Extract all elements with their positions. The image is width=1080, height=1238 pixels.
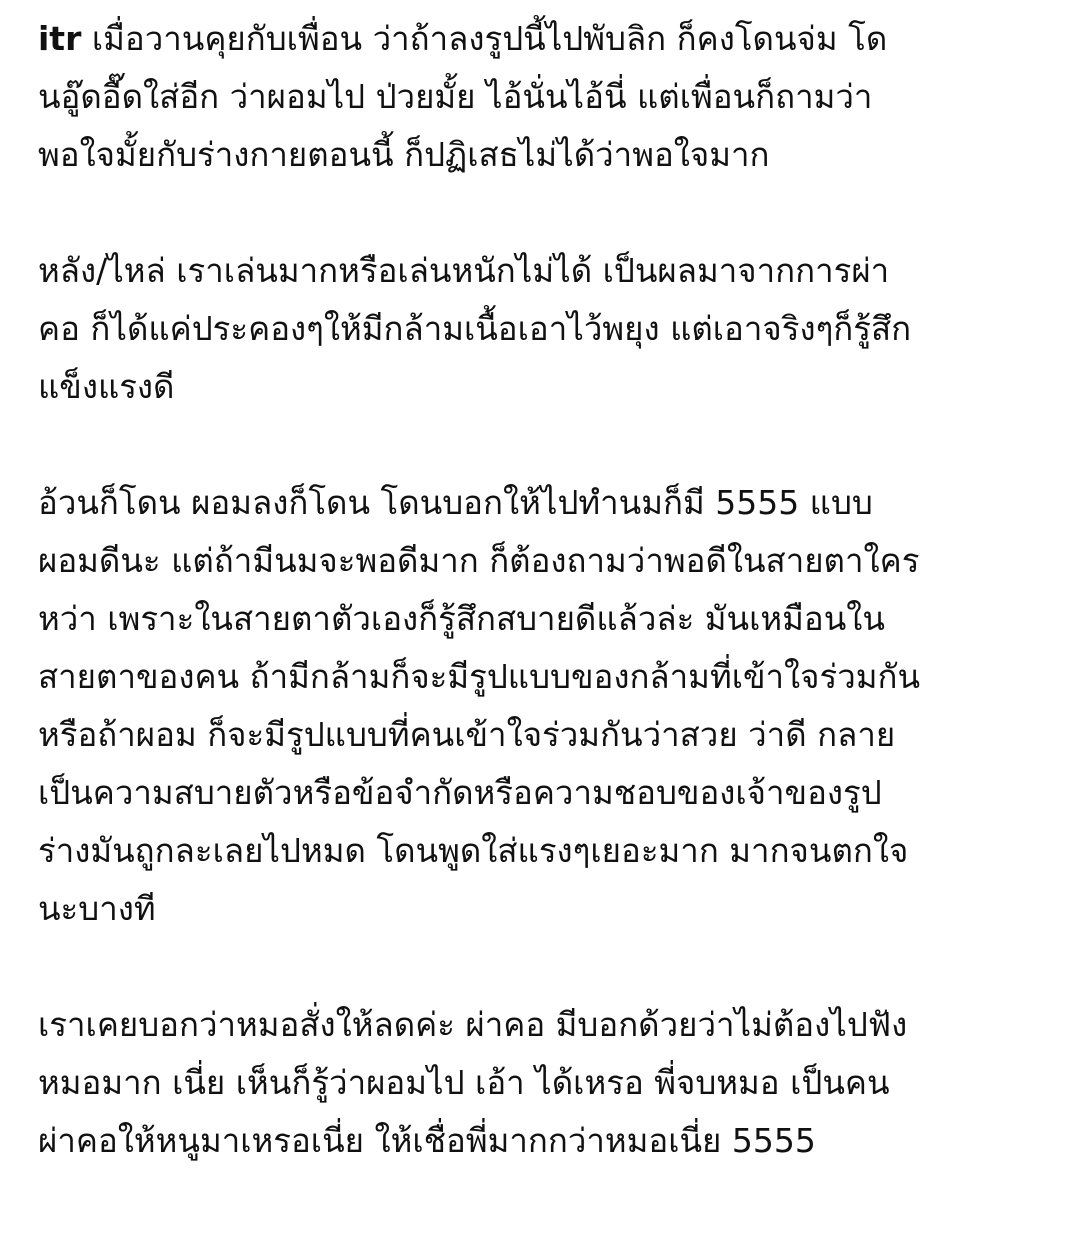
text-line: พอใจมั้ยกับร่างกายตอนนี้ ก็ปฏิเสธไม่ได้ว่าพอใจมาก [38,135,770,174]
text-line: แข็งแรงดี [38,367,175,406]
text-line: หว่า เพราะในสายตาตัวเองก็รู้สึกสบายดีแล้วล่ะ มันเหมือนใน [38,599,885,638]
paragraph-3 [38,474,1048,938]
text-line: หมอมาก เนี่ย เห็นก็รู้ว่าผอมไป เอ้า ได้เหรอ พี่จบหมอ เป็นคน [38,1063,890,1102]
text-line: อ้วนก็โดน ผอมลงก็โดน โดนบอกให้ไปทำนมก็มี 5555 แบบ [38,483,873,522]
text-line: คอ ก็ได้แค่ประคองๆให้มีกล้ามเนื้อเอาไว้พยุง แต่เอาจริงๆก็รู้สึก [38,309,912,348]
paragraph-2 [38,242,1048,416]
text-line-content: เมื่อวานคุยกับเพื่อน ว่าถ้าลงรูปนี้ไปพับลิก ก็คงโดนจ่ม โด [81,19,888,58]
text-line: เราเคยบอกว่าหมอสั่งให้ลดค่ะ ผ่าคอ มีบอกด้วยว่าไม่ต้องไปฟัง [38,1005,908,1044]
text-line: ร่างมันถูกละเลยไปหมด โดนพูดใส่แรงๆเยอะมาก มากจนตกใจ [38,831,909,870]
post-text-body [38,10,1048,1170]
paragraph-4 [38,996,1048,1170]
post-tag: itr [38,19,82,58]
text-line: นอู๊ดอื๊ดใส่อีก ว่าผอมไป ป่วยมั้ย ไอ้นั่นไอ้นี่ แต่เพื่อนก็ถามว่า [38,77,873,116]
text-line [38,10,1048,68]
text-line: หลัง/ไหล่ เราเล่นมากหรือเล่นหนักไม่ได้ เป็นผลมาจากการผ่า [38,251,890,290]
text-line: สายตาของคน ถ้ามีกล้ามก็จะมีรูปแบบของกล้ามที่เข้าใจร่วมกัน [38,657,921,696]
text-line: ผ่าคอให้หนูมาเหรอเนี่ย ให้เชื่อพี่มากกว่าหมอเนี่ย 5555 [38,1121,816,1160]
text-line: หรือถ้าผอม ก็จะมีรูปแบบที่คนเข้าใจร่วมกันว่าสวย ว่าดี กลาย [38,715,896,754]
text-line: เป็นความสบายตัวหรือข้อจำกัดหรือความชอบของเจ้าของรูป [38,773,882,812]
paragraph-1 [38,10,1048,184]
text-line: นะบางที [38,889,156,928]
text-line: ผอมดีนะ แต่ถ้ามีนมจะพอดีมาก ก็ต้องถามว่าพอดีในสายตาใคร [38,541,920,580]
